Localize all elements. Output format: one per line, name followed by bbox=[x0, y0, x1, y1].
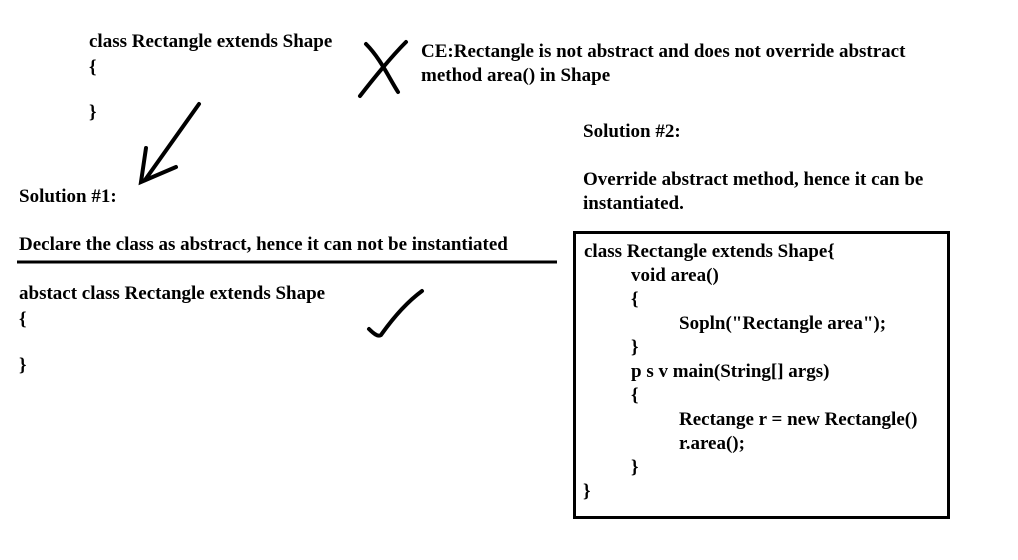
solution1-code-line-2: { bbox=[19, 309, 27, 330]
solution1-code-line-3: } bbox=[19, 355, 27, 376]
solution2-code-line-8: Rectange r = new Rectangle() bbox=[679, 409, 918, 430]
solution2-code-line-5: } bbox=[631, 337, 639, 358]
solution2-code-line-7: { bbox=[631, 385, 639, 406]
solution2-description-line-2: instantiated. bbox=[583, 193, 684, 214]
error-message-line-2: method area() in Shape bbox=[421, 65, 611, 86]
solution2-code-line-4: Sopln("Rectangle area"); bbox=[679, 313, 887, 334]
solution2-code-line-2: void area() bbox=[631, 265, 719, 286]
solution2-code-line-11: } bbox=[583, 481, 591, 502]
down-left-arrow-icon bbox=[141, 104, 199, 182]
solution1-description: Declare the class as abstract, hence it can not be instantiated bbox=[19, 234, 508, 255]
solution2-code-line-1: class Rectangle extends Shape{ bbox=[584, 241, 835, 262]
solution2-code-line-9: r.area(); bbox=[679, 433, 745, 454]
solution2-title: Solution #2: bbox=[583, 121, 681, 142]
solution2-code-line-10: } bbox=[631, 457, 639, 478]
cross-mark-icon bbox=[360, 42, 406, 96]
solution2-code-line-3: { bbox=[631, 289, 639, 310]
top-code-line-2: { bbox=[89, 57, 97, 78]
top-code-line-1: class Rectangle extends Shape bbox=[89, 31, 333, 52]
check-mark-icon bbox=[369, 291, 422, 336]
error-message-line-1: CE:Rectangle is not abstract and does not override abstract bbox=[421, 41, 906, 62]
solution1-code-line-1: abstact class Rectangle extends Shape bbox=[19, 283, 326, 304]
solution1-title: Solution #1: bbox=[19, 186, 117, 207]
top-code-line-3: } bbox=[89, 102, 97, 123]
solution2-code-line-6: p s v main(String[] args) bbox=[631, 361, 830, 382]
solution2-description-line-1: Override abstract method, hence it can be bbox=[583, 169, 924, 190]
